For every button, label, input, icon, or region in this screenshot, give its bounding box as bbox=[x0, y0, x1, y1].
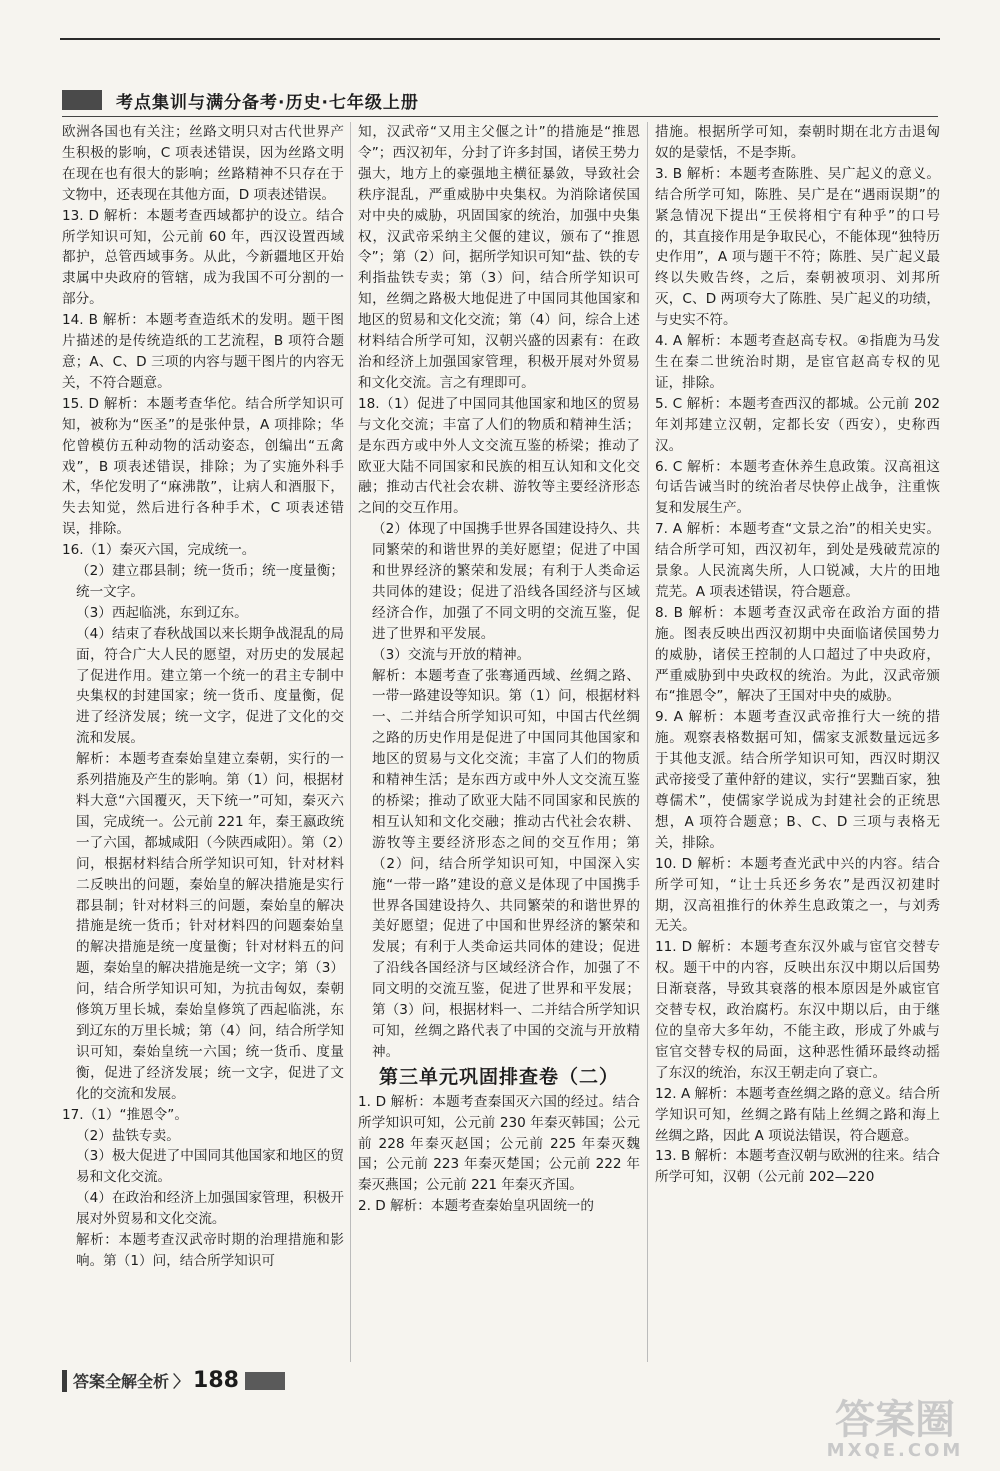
chevron-right-icon: 〉 bbox=[173, 1372, 190, 1391]
answer-17-1: 17.（1）“推恩令”。 bbox=[62, 1106, 188, 1123]
answer-14: 14. B 解析：本题考查造纸术的发明。题干图片描述的是传统造纸的工艺流程，B 项符合题意；A、C、D 三项的内容与题干图片的内容无关，不符合题意。 bbox=[62, 312, 344, 391]
footer-label: 答案全解全析 bbox=[73, 1372, 170, 1391]
answer-12: 12. A 解析：本题考查丝绸之路的意义。结合所学知识可知，丝绸之路有陆上丝绸之路和海上丝绸之路，因此 A 项说法错误，符合题意。 bbox=[655, 1085, 940, 1144]
page-header bbox=[62, 88, 419, 112]
paragraph: 措施。根据所学可知，秦朝时期在北方击退匈奴的是蒙恬，不是李斯。 bbox=[655, 124, 940, 161]
answer-17-2: （2）盐铁专卖。 bbox=[76, 1127, 180, 1144]
answer-16-1: 16.（1）秦灭六国，完成统一。 bbox=[62, 542, 256, 559]
answer-15: 15. D 解析：本题考查华佗。结合所学知识可知，被称为“医圣”的是张仲景，A 项排除；华佗曾模仿五种动物的活动姿态，创编出“五禽戏”，B 项表述错误，排除；为了实施外科手术，华佗发明了“麻沸散”，让病人和酒服下，失去知觉，然后进行各种手术，C 项表述错误，排除。 bbox=[62, 395, 344, 538]
answer-13b: 13. B 解析：本题考查汉朝与欧洲的往来。结合所学可知，汉朝（公元前 202—220 bbox=[655, 1148, 940, 1186]
header-rule bbox=[62, 116, 938, 117]
answer-17-3: （3）极大促进了中国同其他国家和地区的贸易和文化交流。 bbox=[76, 1148, 344, 1186]
page-footer bbox=[62, 1368, 285, 1393]
section-title: 第三单元巩固排查卷（二） bbox=[378, 1065, 619, 1088]
analysis-18: 解析：本题考查了张骞通西域、丝绸之路、一带一路建设等知识。第（1）问，根据材料一、二并结合所学知识可知，中国古代丝绸之路的历史作用是促进了中国同其他国家和地区的贸易与文化交流；丰富了人们的物质和精神生活；是东西方或中外人文交流互鉴的桥梁；推动了欧亚大陆不同国家和民族的相互认知和文化交融；推动古代社会农耕、游牧等主要经济形态之间的交互作用；第（2）问，结合所学知识可知，中国深入实施“一带一路”建设的意义是体现了中国携手世界各国建设持久、共同繁荣的和谐世界的美好愿望；促进了中国和世界经济的繁荣和发展；有利于人类命运共同体的建设；促进了沿线各国经济与区域经济合作，加强了不同文明的交流互鉴，促进了世界和平发展；第（3）问，根据材料一、二并结合所学知识可知，丝绸之路代表了中国的交流与开放精神。 bbox=[372, 667, 640, 1060]
answer-18-3: （3）交流与开放的精神。 bbox=[372, 646, 531, 663]
answer-11: 11. D 解析：本题考查东汉外戚与宦官交替专权。题干中的内容，反映出东汉中期以后国势日渐衰落，导致其衰落的根本原因是外戚宦官交替专权，政治腐朽。东汉中期以后，由于继位的皇帝大多年幼，不能主政，形成了外戚与宦官交替专权的局面，这种恶性循环最终动摇了东汉的统治，东汉王朝走向了衰亡。 bbox=[655, 939, 940, 1081]
header-title: 考点集训与满分备考·历史·七年级上册 bbox=[116, 92, 419, 113]
answer-3: 3. B 解析：本题考查陈胜、吴广起义的意义。结合所学可知，陈胜、吴广是在“遇雨误期”的紧急情况下提出“王侯将相宁有种乎”的口号的，其直接作用是争取民心，不能体现“独特历史作用”，A 项与题干不符；陈胜、吴广起义最终以失败告终，之后，秦朝被项羽、刘邦所灭，C、D 两项夸大了陈胜、吴广起义的功绩，与史实不符。 bbox=[655, 165, 940, 329]
footer-block bbox=[245, 1372, 285, 1390]
watermark-logo bbox=[820, 1397, 970, 1462]
answer-2: 2. D 解析：本题考查秦始皇巩固统一的 bbox=[358, 1198, 594, 1215]
header-mark bbox=[62, 90, 102, 110]
watermark-main: 答案圈 bbox=[835, 1397, 955, 1443]
column-right bbox=[655, 122, 940, 1188]
footer-mark bbox=[62, 1370, 67, 1392]
column-middle bbox=[358, 122, 640, 1217]
answer-18-2: （2）体现了中国携手世界各国建设持久、共同繁荣的和谐世界的美好愿望；促进了中国和世界经济的繁荣和发展；有利于人类命运共同体的建设；促进了沿线各国经济与区域经济合作，加强了不同文明的交流互鉴，促进了世界和平发展。 bbox=[372, 521, 640, 642]
page-number: 188 bbox=[193, 1368, 239, 1393]
answer-6: 6. C 解析：本题考查休养生息政策。汉高祖这句话告诫当时的统治者尽快停止战争，注重恢复和发展生产。 bbox=[655, 458, 940, 517]
answer-10: 10. D 解析：本题考查光武中兴的内容。结合所学可知，“让士兵还乡务农”是西汉初建时期，汉高祖推行的休养生息政策之一，与刘秀无关。 bbox=[655, 855, 940, 935]
watermark-url: MXQE.COM bbox=[826, 1440, 964, 1461]
top-rule bbox=[60, 38, 940, 40]
answer-17-4: （4）在政治和经济上加强国家管理，积极开展对外贸易和文化交流。 bbox=[76, 1190, 344, 1228]
answer-16-4: （4）结束了春秋战国以来长期争战混乱的局面，符合广大人民的愿望，对历史的发展起了促进作用。建立第一个统一的君主专制中央集权的封建国家；统一货币、度量衡，促进了经济发展；统一文字，促进了文化的交流和发展。 bbox=[76, 625, 344, 747]
answer-4: 4. A 解析：本题考查赵高专权。④指鹿为马发生在秦二世统治时期，是宦官赵高专权的见证，排除。 bbox=[655, 333, 940, 391]
column-divider bbox=[647, 122, 648, 1362]
answer-7: 7. A 解析：本题考查“文景之治”的相关史实。结合所学可知，西汉初年，到处是残破荒凉的景象。人民流离失所，人口锐减，大片的田地荒芜。A 项表述错误，符合题意。 bbox=[655, 521, 940, 600]
answer-16-3: （3）西起临洮，东到辽东。 bbox=[76, 604, 248, 621]
paragraph: 欧洲各国也有关注；丝路文明只对古代世界产生积极的影响，C 项表述错误，因为丝路文明在现在也有很大的影响；丝路精神不只存在于文物中，还表现在其他方面，D 项表述错误。 bbox=[62, 124, 344, 203]
column-left bbox=[62, 122, 344, 1272]
analysis-16: 解析：本题考查秦始皇建立秦朝，实行的一系列措施及产生的影响。第（1）问，根据材料大意“六国覆灭，天下统一”可知，秦灭六国，完成统一。公元前 221 年，秦王嬴政统一了六国，都城咸阳（今陕西咸阳）。第（2）问，根据材料结合所学知识可知，针对材料二反映出的问题，秦始皇的解决措施是实行郡县制；针对材料三的问题，秦始皇的解决措施是统一货币；针对材料四的问题秦始皇的解决措施是统一度量衡；针对材料五的问题，秦始皇的解决措施是统一文字；第（3）问，结合所学知识可知，为抗击匈奴，秦朝修筑万里长城，秦始皇修筑了西起临洮，东到辽东的万里长城；第（4）问，结合所学知识可知，秦始皇统一六国；统一货币、度量衡，促进了经济发展；统一文字，促进了文化的交流和发展。 bbox=[76, 751, 344, 1102]
answer-1: 1. D 解析：本题考查秦国灭六国的经过。结合所学知识可知，公元前 230 年秦灭韩国；公元前 228 年秦灭赵国；公元前 225 年秦灭魏国；公元前 223 年秦灭楚国；公元前 222 年秦灭燕国；公元前 221 年秦灭齐国。 bbox=[358, 1093, 640, 1194]
paragraph: 知，汉武帝“又用主父偃之计”的措施是“推恩令”；西汉初年，分封了许多封国，诸侯王势力强大，地方上的豪强地主横征暴敛，导致社会秩序混乱，严重威胁中央集权。为消除诸侯国对中央的威胁，巩固国家的统治，加强中央集权，汉武帝采纳主父偃的建议，颁布了“推恩令”；第（2）问，据所学知识可知“盐、铁的专利指盐铁专卖；第（3）问，结合所学知识可知，丝绸之路极大地促进了中国同其他国家和地区的贸易和文化交流；第（4）问，综合上述材料结合所学可知，汉朝兴盛的因素有：在政治和经济上加强国家管理，积极开展对外贸易和文化交流。言之有理即可。 bbox=[358, 124, 640, 391]
answer-8: 8. B 解析：本题考查汉武帝在政治方面的措施。图表反映出西汉初期中央面临诸侯国势力的威胁，诸侯王控制的人口超过了中央政府，严重威胁到中央政权的统治。为此，汉武帝颁布“推恩令”，解决了王国对中央的威胁。 bbox=[655, 604, 940, 705]
analysis-17: 解析：本题考查汉武帝时期的治理措施和影响。第（1）问，结合所学知识可 bbox=[76, 1232, 344, 1269]
answer-18-1: 18.（1）促进了中国同其他国家和地区的贸易与文化交流；丰富了人们的物质和精神生活；是东西方或中外人文交流互鉴的桥梁；推动了欧亚大陆不同国家和民族的相互认知和文化交融；推动古代社会农耕、游牧等主要经济形态之间的交互作用。 bbox=[358, 395, 640, 517]
answer-5: 5. C 解析：本题考查西汉的都城。公元前 202 年刘邦建立汉朝，定都长安（西安），史称西汉。 bbox=[655, 395, 940, 454]
column-divider bbox=[350, 122, 351, 1362]
answer-13: 13. D 解析：本题考查西域都护的设立。结合所学知识可知，公元前 60 年，西汉设置西域都护，总管西域事务。从此，今新疆地区开始隶属中央政府的管辖，成为我国不可分割的一部分。 bbox=[62, 207, 344, 308]
answer-9: 9. A 解析：本题考查汉武帝推行大一统的措施。观察表格数据可知，儒家支派数量远远多于其他支派。结合所学知识可知，西汉时期汉武帝接受了董仲舒的建议，实行“罢黜百家，独尊儒术”，使儒家学说成为封建社会的正统思想，A 项符合题意；B、C、D 三项与表格无关，排除。 bbox=[655, 709, 940, 851]
answer-16-2: （2）建立郡县制；统一货币；统一度量衡；统一文字。 bbox=[76, 563, 344, 600]
